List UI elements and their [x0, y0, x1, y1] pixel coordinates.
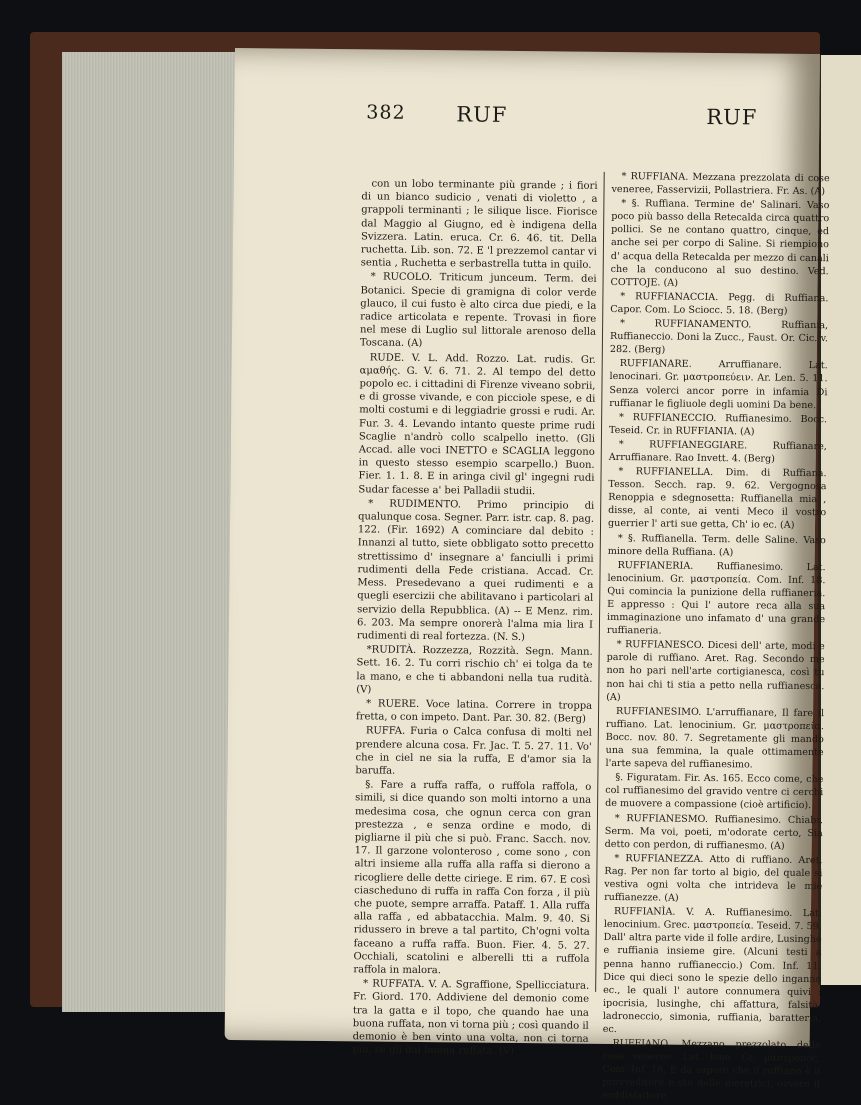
entry: §. Fare a ruffa raffa, o ruffola raffola, o simili, si dice quando son molti intorno a una medesima cosa, che ognun cerca con gran prestezza , e senza ordine e modo, di pigliarne il più che si può. Franc. Sacch. nov. 17. Il garzone volonteroso , come sono , con altri insieme alla ruffa alla raffa si dierono a ricogliere delle dette ciriege. E rim. 67. E così ciascheduno di ruffa in raffa Con forza , il più che puote, sempre arraffa. Pataff. 1. Alla ruffa alla raffa , ed abbatacchia. Malm. 9. 40. Si ridussero in breve a tal partito, Ch'ogni volta faceano a ruffa raffa. Buon. Fier. 4. 5. 27. Occhiali, scatolini e alberelli tti a ruffola raffola in malora. — [353, 779, 592, 977]
entry: * §. Ruffiana. Termine de' Salinari. Vaso poco più basso della Retecalda circa quattro pollici. Se ne contano quattro, cinque, ed anche sei per corpo di Saline. Si riempiono d' acqua della Retecalda per mezzo di canali che la conducono al suo destino. Ved. COTTOJE. (A) — [610, 198, 830, 289]
page-number: 382 — [366, 101, 406, 124]
entry: * RUFFIANELLA. Dim. di Ruffiana. Tesson. Secch. rap. 9. 62. Vergognosa Renoppia e sdegnosetta: Ruffianella mia , disse, al conte, ai venti Meco il vostro guerrier l' arti sue getta, Ch' io ec. (A) — [607, 466, 827, 532]
entry: * RUERE. Voce latina. Correre in troppa fretta, o con impeto. Dant. Par. 30. 82. (Berg) — [355, 698, 593, 725]
entry: * RUFFIANAMENTO. Ruffiania, Ruffianeccio. Doni la Zucc., Faust. Or. Cic. v. 282. (Berg) — [609, 318, 829, 356]
entry: * RUDIMENTO. Primo principio di qualunque cosa. Segner. Parr. istr. cap. 8. pag. 122. (Fir. 1692) A cominciare dal debito : Innanzi al tutto, siete obbligato sotto precetto strettissimo d' insegnare a' fanciulli i primi rudimenti della Fede cristiana. Accad. Cr. Mess. Presedevano a quei rudimenti e a quegli esercizii che abilitavano i particolari al servizio della Repubblica. (A) -- E Menz. rim. 6. 203. Ma sempre onorerà l'alma mia lira I rudimenti di real fortezza. (N. S.) — [356, 498, 595, 643]
entry: RUFFA. Furia o Calca confusa di molti nel prendere alcuna cosa. Fr. Jac. T. 5. 27. 11. Vo' che in ciel ne sia la ruffa, E d'amor sia la baruffa. — [355, 725, 592, 777]
right-column — [601, 170, 830, 1103]
entry: * RUCOLO. Triticum junceum. Term. dei Botanici. Specie di gramigna di color verde glauco, il cui fusto è alto circa due piedi, e la radice articolata e repente. Trovasi in fiore nel mese di Luglio sul littorale arenoso della Toscana. (A) — [359, 271, 597, 350]
page-header — [234, 100, 819, 136]
column-divider — [595, 172, 605, 992]
entry: * RUFFIANECCIO. Ruffianesimo. Bocc. Teseid. Cr. in RUFFIANIA. (A) — [608, 411, 828, 438]
entry: * RUFFIANA. Mezzana prezzolata di cose veneree, Fasservizii, Pollastriera. Fr. As. (A) — [611, 171, 830, 198]
book-page — [225, 48, 830, 1103]
entry: * RUFFATA. V. A. Sgraffione, Spellicciatura. Fr. Giord. 170. Addiviene del demonio come tra la gatta e il topo, che quando hae una buona ruffata, non vi torna più ; così quando il demonio è ben vinto una volta, non ci torna più, se gli dai buona ruffata. (V) — [352, 978, 590, 1058]
running-head-left: RUF — [456, 102, 508, 127]
left-column — [352, 177, 598, 1058]
entry: * RUFFIANESCO. Dicesi dell' arte, modi e parole di ruffiano. Aret. Rag. Secondo me non ho pari nell'arte cortigianesca, così tu non hai chi ti stia a petto nella ruffianesca. (A) — [606, 639, 825, 703]
entry: * RUFFIANEGGIARE. Ruffianare, Arruffianare. Rao Invett. 4. (Berg) — [608, 438, 827, 465]
entry: * §. Ruffianella. Term. delle Saline. Vaso minore della Ruffiana. (A) — [607, 532, 826, 558]
entry: §. Figuratam. Fir. As. 165. Ecco come, che col ruffianesimo del gravido ventre ci cerchi de muovere a compassione (cioè artificio). — [605, 772, 824, 812]
entry: RUFFIANERIA. Ruffianesimo. Lat. lenocinium. Gr. μαστροπεία. Com. Inf. 18. Qui comincia la punizione della ruffianeria. E appresso : Qui l' autore reca alla sua immaginazione uno infamato d' una grande ruffianeria. — [606, 559, 826, 637]
entry: RUFFIANESIMO. L'arruffianare, Il fare il ruffiano. Lat. lenocinium. Gr. μαστροπεία. Bocc. nov. 80. 7. Segretamente gli mandò una sua femmina, la quale ottimamente l'arte sapeva del ruffianesimo. — [605, 705, 825, 771]
entry: * RUFFIANACCIA. Pegg. di Ruffiana. Capor. Com. Lo Sciocc. 5. 18. (Berg) — [610, 290, 829, 317]
entry: RUFFIANO. Mezzano prezzolato delle cose veneree. Lat. leno. Gr. μαστροπός. Com. Inf. 18. E da sapere che il ruffiano è il provveditore e sto delle meretrici, ovvero il soddisfattore — [601, 1038, 821, 1103]
entry: RUFFIANARE. Arruffianare. Lat. lenocinari. Gr. μαστροπεύειν. Ar. Len. 5. 11. Senza volerci ancor porre in infamia Di ruffianar le figliuole degli uomini Da bene. — [609, 358, 828, 411]
entry: RUDE. V. L. Add. Rozzo. Lat. rudis. Gr. αμαθής. G. V. 6. 71. 2. Al tempo del detto popolo ec. i cittadini di Firenze viveano sobrii, e di grosse vivande, e con picciole spese, e di molti costumi e di leggiadrie grossi e rudi. Ar. Fur. 3. 4. Levando intanto queste prime rudi Scaglie n'andrò collo scalpello inetto. (Gli Accad. alle voci INETTO e SCAGLIA leggono in questo stesso esempio scarpello.) Buon. Fier. 1. 1. 8. E in aringa civil gl' ingegni rudi Sudar facesse a' bei Palladii studii. — [358, 352, 596, 497]
entry: * RUFFIANEZZA. Atto di ruffiano. Aret. Rag. Per non far torto al bigio, del quale si vestiva ogni volta che intrideva le mie ruffianezze. (A) — [604, 852, 823, 904]
entry: * RUFFIANESMO. Ruffianesimo. Chiabr. Serm. Ma voi, poeti, m'odorate certo, Sia detto con perdon, di ruffianesmo. (A) — [604, 812, 824, 852]
entry: *RUDITÀ. Rozzezza, Rozzità. Segn. Mann. Sett. 16. 2. Tu corri rischio ch' ei tolga da te la mano, e che ti abbandoni nella tua rudità. (V) — [356, 644, 593, 696]
entry: RUFFIANÌA. V. A. Ruffianesimo. Lat. lenocinium. Grec. μαστροπεία. Teseid. 7. 59. Dall' altra parte vide il folle ardire, Lusinghe e ruffiania insieme gire. (Alcuni testi a penna hanno ruffianeccio.) Com. Inf. 11. Dice qui dieci sono le spezie dello inganno ec., le quali l' autore connumera quivi : ipocrisia, lusinghe, chi affattura, falsità, ladroneccio, simonia, ruffiania, baratteria, ec. — [602, 906, 823, 1036]
running-head-right: RUF — [706, 104, 758, 130]
entry: con un lobo terminante più grande ; i fiori di un bianco sudicio , venati di violetto , a grappoli terminanti ; le siliquе lisce. Fiorisce dal Maggio al Giugno, ed è indigena della Svizzera. Latin. eruca. Cr. 6. 46. tit. Della ruchetta. Lib. son. 72. E 'l prezzemol cantar vi sentia , Ruchetta e serbastrella tutta in quilo. — [360, 178, 598, 271]
